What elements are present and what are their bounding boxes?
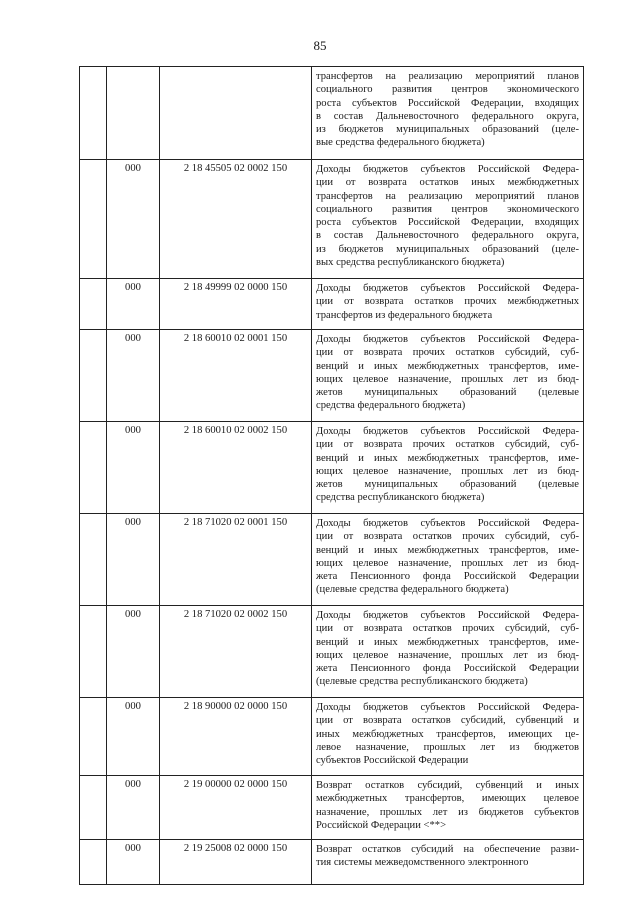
description-line: Доходы бюджетов субъектов Российской Федера- [316, 518, 579, 529]
description-line: ции от возврата остатков субсидий, субвенций и [316, 715, 579, 727]
description-line: средства республиканского бюджета) [316, 492, 485, 504]
description-line: ции от возврата остатков прочих межбюджетных [316, 296, 579, 308]
budget-code-cell: 2 18 60010 02 0001 150 [160, 330, 312, 422]
admin-code-cell: 000 [107, 606, 160, 698]
budget-code-cell: 2 18 49999 02 0000 150 [160, 279, 312, 330]
budget-code-cell: 2 18 60010 02 0002 150 [160, 422, 312, 514]
description-line: ющих целевое назначение, прошлых лет из бюд- [316, 373, 579, 385]
budget-code-cell: 2 19 25008 02 0000 150 [160, 840, 312, 885]
table-row [80, 160, 584, 279]
budget-code-cell: 2 18 71020 02 0002 150 [160, 606, 312, 698]
description-line: субъектов Российской Федерации [316, 755, 469, 767]
blank-cell [80, 160, 107, 279]
blank-cell [80, 422, 107, 514]
description-line: венций и иных межбюджетных трансфертов, име- [316, 452, 579, 464]
description-line: жета Пенсионного фонда Российской Федерации [316, 663, 579, 675]
blank-cell [80, 330, 107, 422]
budget-code-cell: 2 19 00000 02 0000 150 [160, 776, 312, 840]
description-line: трансфертов на реализацию мероприятий планов [316, 190, 579, 202]
description-line: ции от возврата остатков иных межбюджетных [316, 177, 579, 189]
description-line: Доходы бюджетов субъектов Российской Федера- [316, 334, 579, 345]
description-cell [312, 776, 584, 840]
description-cell [312, 698, 584, 776]
description-line: Доходы бюджетов субъектов Российской Федера- [316, 702, 579, 713]
description-line: левое назначение, прошлых лет из бюджетов [316, 741, 579, 753]
budget-code-cell: 2 18 90000 02 0000 150 [160, 698, 312, 776]
description-line: тия системы межведомственного электронного [316, 857, 529, 869]
description-line: ции от возврата прочих остатков субсидий, суб- [316, 347, 579, 359]
description-line: Возврат остатков субсидий на обеспечение разви- [316, 844, 579, 855]
description-line: (целевые средства республиканского бюджета) [316, 676, 528, 688]
description-line: ции от возврата остатков прочих субсидий, суб- [316, 623, 579, 635]
budget-code-cell: 2 18 71020 02 0001 150 [160, 514, 312, 606]
blank-cell [80, 606, 107, 698]
description-line: социального развития центров экономического [316, 203, 579, 215]
budget-classification-table [79, 66, 584, 885]
description-line: Российской Федерации <**> [316, 819, 447, 831]
description-cell [312, 330, 584, 422]
admin-code-cell: 000 [107, 698, 160, 776]
table-row [80, 67, 584, 160]
description-line: ющих целевое назначение, прошлых лет из бюд- [316, 465, 579, 477]
description-cell [312, 606, 584, 698]
description-line: ции от возврата прочих остатков субсидий, суб- [316, 439, 579, 451]
admin-code-cell: 000 [107, 776, 160, 840]
description-line: венций и иных межбюджетных трансфертов, име- [316, 360, 579, 372]
description-cell [312, 422, 584, 514]
table-row [80, 330, 584, 422]
description-line: трансфертов на реализацию мероприятий планов [316, 71, 579, 82]
description-line: венций и иных межбюджетных трансфертов, име- [316, 636, 579, 648]
table-row [80, 279, 584, 330]
table-row [80, 422, 584, 514]
description-cell [312, 514, 584, 606]
description-line: социального развития центров экономического [316, 84, 579, 96]
admin-code-cell: 000 [107, 160, 160, 279]
admin-code-cell: 000 [107, 330, 160, 422]
description-line: Доходы бюджетов субъектов Российской Федера- [316, 426, 579, 437]
blank-cell [80, 840, 107, 885]
description-line: вых средства республиканского бюджета) [316, 257, 505, 269]
table-row [80, 698, 584, 776]
budget-code-cell: 2 18 45505 02 0002 150 [160, 160, 312, 279]
budget-code-cell [160, 67, 312, 160]
description-line: в состав Дальневосточного федерального округа, [316, 110, 579, 122]
description-line: Доходы бюджетов субъектов Российской Федера- [316, 610, 579, 621]
description-line: ющих целевое назначение, прошлых лет из бюд- [316, 557, 579, 569]
admin-code-cell: 000 [107, 514, 160, 606]
table-row [80, 840, 584, 885]
table-row [80, 776, 584, 840]
description-line: вые средства федерального бюджета) [316, 137, 485, 149]
table-row [80, 514, 584, 606]
description-line: Доходы бюджетов субъектов Российской Федера- [316, 283, 579, 294]
description-line: из бюджетов муниципальных образований (целе- [316, 243, 579, 255]
description-cell [312, 840, 584, 885]
description-line: ющих целевое назначение, прошлых лет из бюд- [316, 649, 579, 661]
admin-code-cell: 000 [107, 840, 160, 885]
admin-code-cell: 000 [107, 279, 160, 330]
description-cell [312, 67, 584, 160]
description-line: венций и иных межбюджетных трансфертов, име- [316, 544, 579, 556]
description-line: роста субъектов Российской Федерации, входящих [316, 217, 579, 229]
blank-cell [80, 67, 107, 160]
admin-code-cell: 000 [107, 422, 160, 514]
description-line: трансфертов из федерального бюджета [316, 309, 493, 321]
description-line: Возврат остатков субсидий, субвенций и иных [316, 780, 579, 791]
description-line: иных межбюджетных трансфертов, имеющих це- [316, 728, 579, 740]
description-line: межбюджетных трансфертов, имеющих целевое [316, 793, 579, 805]
description-line: в состав Дальневосточного федерального округа, [316, 230, 579, 242]
description-line: жетов муниципальных образований (целевые [316, 479, 579, 491]
description-line: Доходы бюджетов субъектов Российской Федера- [316, 164, 579, 175]
description-line: из бюджетов муниципальных образований (целе- [316, 124, 579, 136]
description-line: назначение, прошлых лет из бюджетов субъектов [316, 806, 579, 818]
blank-cell [80, 514, 107, 606]
blank-cell [80, 279, 107, 330]
description-line: жета Пенсионного фонда Российской Федерации [316, 571, 579, 583]
blank-cell [80, 776, 107, 840]
page-number: 85 [313, 38, 327, 53]
table-row [80, 606, 584, 698]
description-line: (целевые средства федерального бюджета) [316, 584, 509, 596]
blank-cell [80, 698, 107, 776]
description-line: ции от возврата остатков прочих субсидий, суб- [316, 531, 579, 543]
description-cell [312, 160, 584, 279]
description-line: жетов муниципальных образований (целевые [316, 387, 579, 399]
description-cell [312, 279, 584, 330]
description-line: средства федерального бюджета) [316, 400, 466, 412]
description-line: роста субъектов Российской Федерации, входящих [316, 97, 579, 109]
admin-code-cell [107, 67, 160, 160]
